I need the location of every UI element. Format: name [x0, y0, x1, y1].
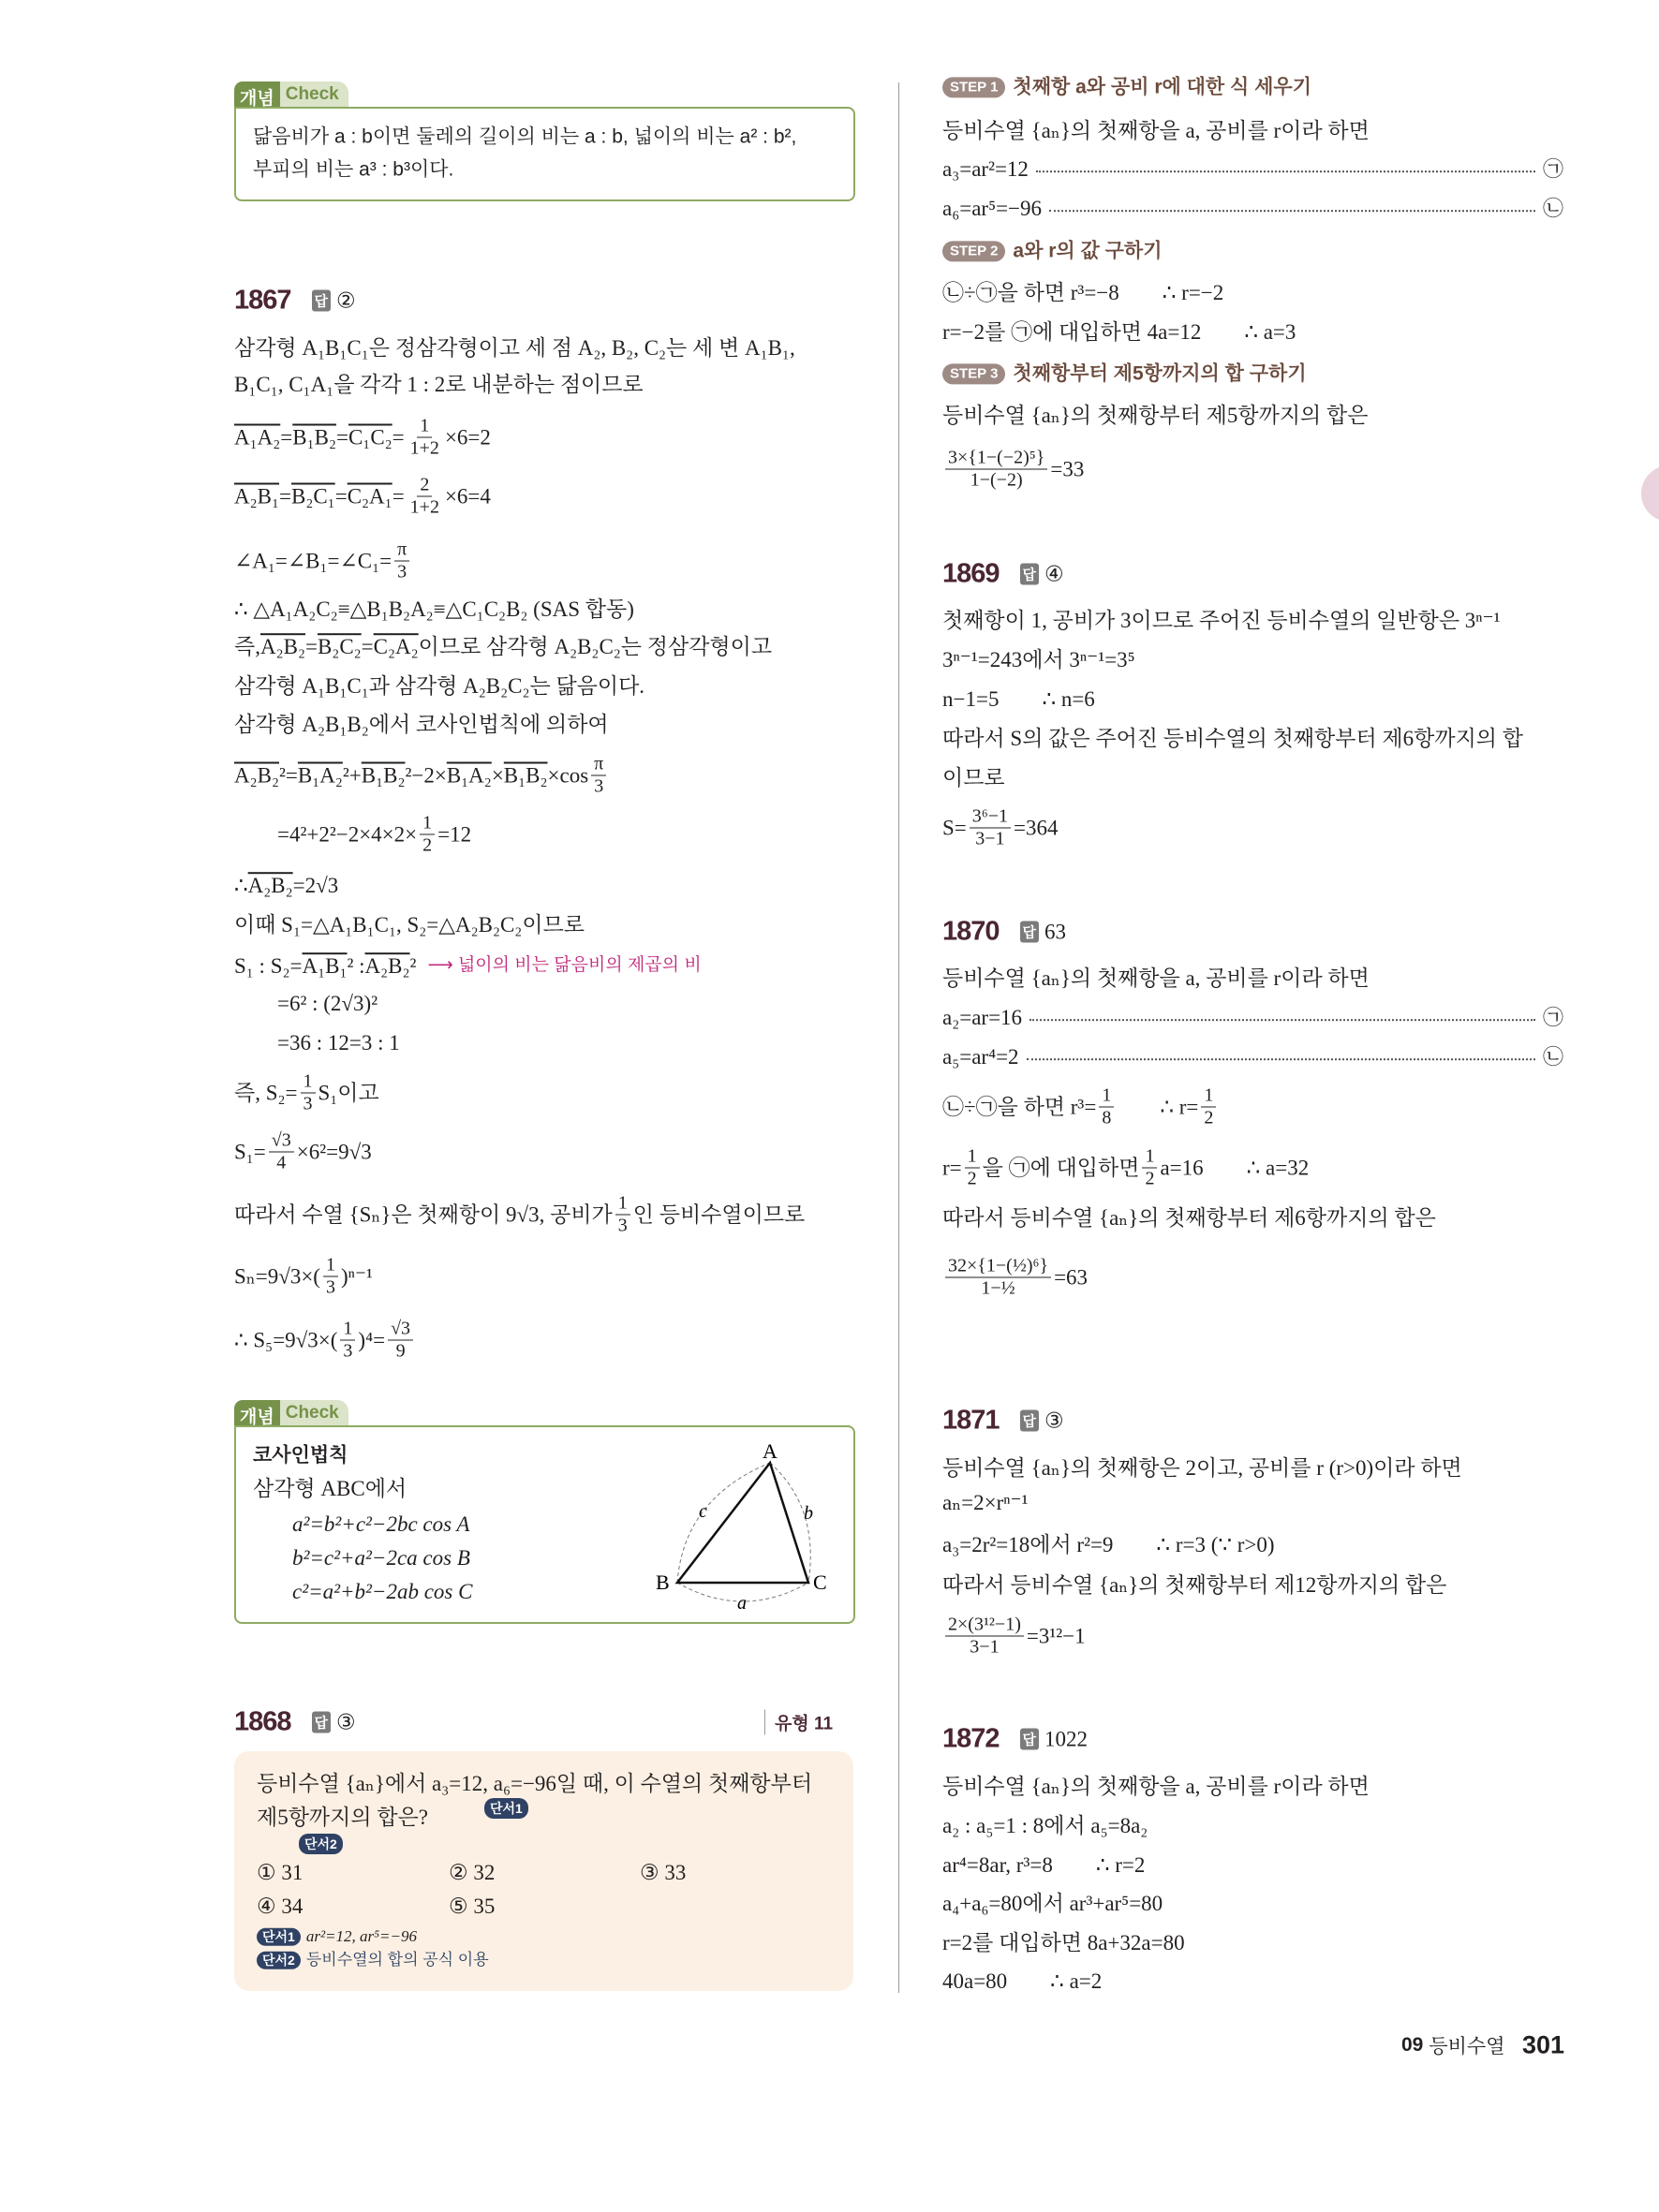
problem-number: 1871	[942, 1405, 1000, 1436]
text-segment: 등비수열 {aₙ}의 첫째항을 a, 공비를 r이라 하면	[942, 1775, 1370, 1799]
text-segment: 따라서 S의 값은 주어진 등비수열의 첫째항부터 제6항까지의 합	[942, 727, 1523, 751]
hint-1	[257, 1927, 417, 1946]
denominator: 3	[325, 1276, 335, 1298]
fraction	[1201, 1085, 1216, 1129]
type-label: 유형 11	[764, 1710, 833, 1735]
solution-line	[942, 1146, 1309, 1190]
text-segment: B₁C₁, C₁A₁을 각각 1 : 2로 내분하는 점이므로	[234, 373, 644, 397]
text-segment: 따라서 등비수열 {aₙ}의 첫째항부터 제6항까지의 합은	[942, 1206, 1436, 1231]
text-segment: 삼각형 A₁B₁C₁과 삼각형 A₂B₂C₂는 닮음이다.	[234, 674, 645, 699]
solution-line	[234, 912, 585, 938]
text-segment: 삼각형 A₁B₁C₁은 정삼각형이고 세 점 A₂, B₂, C₂는 세 변 A₁B₁,	[234, 336, 795, 361]
hint-2	[257, 1951, 489, 1969]
text-segment: S=	[942, 816, 967, 840]
solution-line	[234, 1255, 373, 1299]
text-segment: =4²+2²−2×4×2×	[234, 822, 418, 847]
denominator: 1−(−2)	[970, 469, 1023, 491]
answer-value: ②	[336, 288, 356, 312]
text-segment: =	[279, 484, 291, 509]
solution-line	[942, 1852, 1145, 1879]
solution-line	[234, 1071, 379, 1115]
check-text: 닮음비가 a : b이면 둘레의 길이의 비는 a : b, 넓이의 비는 a² : b²,	[253, 125, 797, 148]
text-segment: a₅=ar⁴=2	[942, 1045, 1019, 1069]
problem-text: 제5항까지의 합은?	[257, 1806, 428, 1830]
step-text: a와 r의 값 구하기	[1013, 240, 1163, 262]
solution-line	[942, 1085, 1219, 1129]
solution-line	[942, 1256, 1088, 1300]
triangle	[677, 1463, 808, 1583]
answer-icon: 답	[1020, 922, 1040, 943]
text-segment: 첫째항이 1, 공비가 3이므로 주어진 등비수열의 일반항은 3ⁿ⁻¹	[942, 609, 1501, 633]
segment-overline: C₁C₂	[348, 425, 393, 450]
solution-line	[942, 686, 1095, 713]
hint-text: 등비수열의 합의 공식 이용	[305, 1950, 489, 1969]
text-segment: ²	[409, 954, 417, 979]
column-divider	[898, 82, 899, 1993]
solution-line	[942, 118, 1370, 144]
solution-line	[942, 726, 1523, 752]
dotted-leader	[1049, 210, 1535, 212]
concept-check-box	[234, 107, 855, 201]
text-segment: 즉,	[234, 635, 260, 659]
concept-check-tab	[234, 81, 348, 107]
numerator: 1	[301, 1071, 316, 1094]
segment-overline: A₂B₂	[259, 635, 305, 659]
denominator: 4	[276, 1152, 287, 1173]
triangle-figure	[646, 1442, 843, 1615]
text-segment: r=−2를 ㉠에 대입하면 4a=12 ∴ a=3	[942, 320, 1296, 345]
fraction	[394, 539, 409, 583]
solution-line	[942, 1455, 1462, 1482]
denominator: 2	[967, 1168, 977, 1189]
answer-icon: 답	[312, 290, 332, 312]
text-segment: ×6=2	[444, 425, 491, 450]
segment-overline: B₁B₂	[292, 425, 336, 450]
numerator: 32×{1−(½)⁶}	[945, 1256, 1051, 1278]
text-segment: 등비수열 {aₙ}의 첫째항은 2이고, 공비를 r (r>0)이라 하면	[942, 1456, 1462, 1481]
text-segment: =	[361, 635, 374, 659]
text-segment: 이므로	[942, 766, 1005, 790]
text-segment: =	[392, 425, 405, 450]
text-segment: n−1=5 ∴ n=6	[942, 687, 1095, 712]
fraction	[388, 1319, 413, 1363]
denominator: 1+2	[409, 437, 439, 459]
check-text: 부피의 비는 a³ : b³이다.	[253, 158, 454, 181]
label-C: C	[813, 1571, 827, 1594]
solution-line	[942, 1572, 1446, 1599]
answer-value: ③	[1044, 1408, 1064, 1432]
fraction	[301, 1071, 316, 1115]
numerator: 3⁶−1	[970, 806, 1011, 829]
denominator: 3	[397, 561, 407, 582]
fraction	[407, 475, 442, 519]
hint-badge: 단서1	[257, 1928, 301, 1946]
solution-line	[234, 673, 644, 700]
denominator: 2	[422, 834, 433, 856]
annotation-note: ⟶ 넓이의 비는 닮음비의 제곱의 비	[427, 955, 702, 976]
choice-4[interactable]: ④ 34	[257, 1895, 304, 1919]
segment-overline: B₂C₂	[317, 635, 362, 659]
solution-line	[942, 1774, 1370, 1800]
label-A: A	[763, 1442, 778, 1463]
segment-overline: A₂B₂	[234, 763, 279, 788]
fraction	[407, 416, 442, 460]
denominator: 3	[594, 775, 604, 797]
chapter-title: 등비수열	[1429, 2036, 1505, 2057]
step-heading	[942, 75, 1311, 98]
text-segment: =33	[1050, 457, 1085, 481]
solution-line	[942, 647, 1135, 673]
text-segment: r=	[942, 1156, 962, 1180]
text-segment: a₃=2r²=18에서 r²=9 ∴ r=3 (∵ r>0)	[942, 1533, 1275, 1557]
text-segment: 인 등비수열이므로	[632, 1202, 806, 1227]
numerator: 2×(3¹²−1)	[945, 1615, 1024, 1637]
clue1-badge: 단서1	[484, 1798, 528, 1819]
numerator: π	[394, 539, 409, 562]
segment-overline: C₂A₁	[347, 484, 393, 509]
check-label: Check	[280, 1400, 348, 1425]
text-segment: ∠A₁=∠B₁=∠C₁=	[234, 549, 393, 573]
segment-overline: C₂A₂	[373, 635, 419, 659]
solution-line	[234, 1030, 400, 1056]
formula: b²=c²+a²−2ca cos B	[292, 1546, 470, 1571]
text-segment: ×cos	[547, 763, 589, 788]
solution-line	[234, 475, 491, 519]
chapter-number: 09	[1401, 2034, 1424, 2056]
solution-line	[942, 280, 1223, 306]
text-segment: 등비수열 {aₙ}의 첫째항을 a, 공비를 r이라 하면	[942, 966, 1370, 991]
solution-line	[234, 539, 412, 583]
solution-line	[234, 991, 378, 1017]
solution-line	[234, 416, 491, 460]
text-segment: 따라서 등비수열 {aₙ}의 첫째항부터 제12항까지의 합은	[942, 1573, 1447, 1598]
choice-5[interactable]: ⑤ 35	[449, 1895, 496, 1919]
text-segment: ar⁴=8ar, r³=8 ∴ r=2	[942, 1853, 1146, 1878]
step-text: 첫째항부터 제5항까지의 합 구하기	[1013, 362, 1307, 385]
label-b: b	[804, 1503, 813, 1524]
solution-line	[942, 1005, 1563, 1031]
equation-tag: ㉡	[1542, 196, 1563, 220]
fraction	[420, 813, 435, 857]
numerator: 3×{1−(−2)⁵}	[945, 448, 1047, 470]
fraction	[615, 1193, 630, 1237]
solution-line	[942, 1891, 1163, 1917]
numerator: 1	[323, 1255, 338, 1277]
segment-overline: A₂B₂	[364, 954, 410, 979]
equation-tag: ㉡	[1542, 1044, 1563, 1069]
numerator: π	[591, 754, 606, 776]
concept-check-tab	[234, 1400, 348, 1425]
denominator: 2	[1145, 1168, 1155, 1189]
solution-line	[942, 608, 1501, 634]
choice-2[interactable]: ② 32	[449, 1861, 496, 1885]
numerator: 1	[965, 1146, 980, 1169]
page-number: 301	[1522, 2030, 1565, 2059]
problem-number: 1867	[234, 285, 291, 316]
step-heading	[942, 361, 1307, 385]
text-segment: =	[392, 484, 405, 509]
choice-1[interactable]: ① 31	[257, 1861, 304, 1885]
solution-line	[942, 1969, 1102, 1995]
text-segment: ∴ S₅=9√3×(	[234, 1328, 338, 1352]
solution-line	[942, 448, 1084, 492]
text-segment: 삼각형 A₂B₁B₂에서 코사인법칙에 의하여	[234, 713, 609, 737]
label-B: B	[656, 1571, 670, 1594]
fraction	[1099, 1085, 1114, 1129]
text-segment: a₃=ar²=12	[942, 157, 1029, 182]
text-segment: 따라서 수열 {Sₙ}은 첫째항이 9√3, 공비가	[234, 1202, 613, 1227]
step-heading	[942, 239, 1163, 262]
answer-icon: 답	[312, 1712, 332, 1733]
text-segment: =	[334, 484, 348, 509]
check-label: Check	[280, 81, 348, 107]
denominator: 3	[303, 1093, 313, 1114]
numerator: 1	[1201, 1085, 1216, 1108]
numerator: 1	[1142, 1146, 1157, 1169]
choice-3[interactable]: ③ 33	[640, 1861, 687, 1885]
text-segment: 40a=80 ∴ a=2	[942, 1969, 1103, 1994]
text-segment: 이때 S₁=△A₁B₁C₁, S₂=△A₂B₂C₂이므로	[234, 913, 585, 937]
fraction	[323, 1255, 338, 1299]
problem-number: 1870	[942, 916, 1000, 947]
problem-header-1868	[234, 1707, 356, 1738]
denominator: 3	[617, 1215, 628, 1236]
formula: a²=b²+c²−2bc cos A	[292, 1512, 470, 1537]
denominator: 1−½	[981, 1277, 1015, 1299]
step-text: 첫째항 a와 공비 r에 대한 식 세우기	[1013, 76, 1311, 98]
segment-overline: A₁A₂	[234, 425, 281, 450]
answer-value: ③	[336, 1710, 356, 1733]
hint-badge: 단서2	[257, 1952, 301, 1969]
fraction	[945, 448, 1047, 492]
text-segment: =	[335, 425, 348, 450]
solution-line	[942, 156, 1563, 183]
answer-icon: 답	[1020, 1729, 1040, 1750]
problem-text: 등비수열 {aₙ}에서 a₃=12, a₆=−96일 때, 이 수열의 첫째항부터	[257, 1772, 813, 1796]
fraction	[945, 1256, 1051, 1300]
solution-line	[942, 1205, 1436, 1231]
text-segment: 등비수열 {aₙ}의 첫째항을 a, 공비를 r이라 하면	[942, 119, 1370, 143]
step-badge: STEP 1	[942, 77, 1005, 97]
footer-chapter	[1401, 2031, 1505, 2059]
solution-line	[234, 372, 644, 398]
solution-line	[234, 634, 772, 660]
segment-overline: B₂C₁	[290, 484, 335, 509]
text-segment: 을 ㉠에 대입하면	[982, 1156, 1140, 1180]
text-segment: ²+	[342, 763, 362, 788]
text-segment: 등비수열 {aₙ}의 첫째항부터 제5항까지의 합은	[942, 404, 1369, 428]
answer-value: 63	[1044, 920, 1067, 943]
chapter-side-tab	[1641, 465, 1659, 522]
solution-line	[942, 1615, 1086, 1659]
equation-tag: ㉠	[1542, 156, 1563, 181]
dotted-leader	[1036, 170, 1535, 172]
check-title: 코사인법칙	[253, 1444, 348, 1467]
text-segment: a=16 ∴ a=32	[1160, 1156, 1310, 1180]
text-segment: ×	[491, 763, 504, 788]
clue2-badge: 단서2	[299, 1834, 343, 1854]
answer-icon: 답	[1020, 564, 1040, 585]
text-segment: ×6=4	[444, 484, 491, 509]
denominator: 8	[1102, 1107, 1112, 1128]
solution-line	[234, 813, 471, 857]
numerator: 1	[420, 813, 435, 835]
solution-line	[234, 597, 634, 623]
solution-line	[942, 403, 1368, 429]
text-segment: =36 : 12=3 : 1	[234, 1031, 400, 1055]
fraction	[340, 1319, 355, 1363]
solution-line	[234, 1319, 416, 1363]
text-segment: S₁ : S₂=	[234, 954, 303, 979]
equation-tag: ㉠	[1542, 1005, 1563, 1029]
text-segment: r=2를 대입하면 8a+32a=80	[942, 1931, 1185, 1955]
solution-line	[942, 806, 1059, 850]
concept-label: 개념	[234, 81, 280, 107]
solution-line	[942, 319, 1296, 346]
numerator: √3	[388, 1319, 413, 1341]
segment-overline: A₁B₁	[302, 954, 348, 979]
text-segment: a₄+a₆=80에서 ar³+ar⁵=80	[942, 1892, 1163, 1916]
segment-overline: B₁A₂	[446, 763, 492, 788]
problem-number: 1872	[942, 1723, 1000, 1754]
text-segment: ∴ △A₁A₂C₂≡△B₁B₂A₂≡△C₁C₂B₂ (SAS 합동)	[234, 597, 634, 622]
text-segment: )ⁿ⁻¹	[340, 1264, 373, 1289]
text-segment: ㉡÷㉠을 하면 r³=	[942, 1095, 1097, 1119]
solution-line	[942, 1490, 1029, 1516]
solution-line	[942, 1930, 1185, 1956]
formula: c²=a²+b²−2ab cos C	[292, 1580, 473, 1604]
solution-line	[942, 966, 1370, 992]
text-segment: ² :	[347, 954, 365, 979]
text-segment: ²−2×	[405, 763, 447, 788]
numerator: √3	[269, 1130, 294, 1153]
problem-header-1872	[942, 1724, 1088, 1755]
text-segment: Sₙ=9√3×(	[234, 1264, 320, 1289]
denominator: 2	[1204, 1107, 1214, 1128]
text-segment: aₙ=2×rⁿ⁻¹	[942, 1491, 1029, 1515]
text-segment: ×6²=9√3	[296, 1140, 372, 1164]
step-badge: STEP 2	[942, 241, 1005, 261]
segment-overline: B₁B₂	[361, 763, 406, 788]
text-segment: =	[280, 425, 293, 450]
fraction	[945, 1615, 1024, 1659]
numerator: 1	[1099, 1085, 1114, 1108]
text-segment: a₂=ar=16	[942, 1006, 1023, 1030]
solution-line	[234, 1130, 372, 1174]
text-segment: =2√3	[292, 874, 339, 898]
text-segment: =6² : (2√3)²	[234, 992, 378, 1016]
label-c: c	[699, 1501, 707, 1522]
answer-value: ④	[1044, 562, 1064, 585]
solution-line	[942, 1532, 1275, 1558]
solution-line	[234, 335, 795, 361]
text-segment: 이므로 삼각형 A₂B₂C₂는 정삼각형이고	[418, 635, 773, 659]
numerator: 2	[417, 475, 432, 497]
text-segment: =63	[1054, 1265, 1089, 1290]
answer-icon: 답	[1020, 1410, 1040, 1432]
check-intro: 삼각형 ABC에서	[253, 1477, 407, 1501]
fraction	[591, 754, 606, 798]
text-segment: ∴	[234, 874, 248, 898]
text-segment: )⁴=	[358, 1328, 386, 1352]
segment-overline: B₁A₂	[297, 763, 343, 788]
problem-header-1870	[942, 917, 1066, 948]
denominator: 1+2	[409, 496, 439, 518]
numerator: 1	[340, 1319, 355, 1341]
solution-line	[942, 765, 1005, 791]
segment-overline: A₂B₂	[247, 874, 293, 898]
text-segment: =3¹²−1	[1026, 1624, 1086, 1648]
text-segment: 3ⁿ⁻¹=243에서 3ⁿ⁻¹=3⁵	[942, 648, 1135, 672]
denominator: 3−1	[970, 1636, 1000, 1658]
dotted-leader	[1029, 1019, 1535, 1021]
text-segment: a₆=ar⁵=−96	[942, 197, 1043, 221]
text-segment: =	[304, 635, 318, 659]
fraction	[965, 1146, 980, 1190]
dotted-leader	[1027, 1058, 1535, 1060]
solution-line	[942, 196, 1563, 222]
numerator: 1	[417, 416, 432, 438]
numerator: 1	[615, 1193, 630, 1216]
text-segment: =364	[1014, 816, 1059, 840]
fraction	[970, 806, 1011, 850]
text-segment: ²=	[279, 763, 298, 788]
problem-header-1871	[942, 1406, 1064, 1437]
problem-header-1869	[942, 559, 1064, 590]
step-badge: STEP 3	[942, 363, 1005, 384]
text-segment: ㉡÷㉠을 하면 r³=−8 ∴ r=−2	[942, 281, 1224, 305]
solution-line	[234, 1193, 805, 1237]
problem-header-1867	[234, 286, 356, 317]
problem-number: 1869	[942, 558, 1000, 589]
denominator: 9	[395, 1340, 406, 1362]
label-a: a	[737, 1593, 747, 1614]
answer-value: 1022	[1044, 1727, 1089, 1750]
hint-text: ar²=12, ar⁵=−96	[305, 1926, 417, 1945]
solution-line	[234, 953, 702, 980]
problem-number: 1868	[234, 1706, 291, 1737]
denominator: 3−1	[975, 828, 1005, 849]
text-segment: a₂ : a₅=1 : 8에서 a₅=8a₂	[942, 1814, 1148, 1838]
denominator: 3	[343, 1340, 353, 1362]
text-segment: =12	[437, 822, 472, 847]
fraction	[269, 1130, 294, 1174]
fraction	[1142, 1146, 1157, 1190]
segment-overline: B₁B₂	[503, 763, 548, 788]
solution-line	[234, 712, 609, 738]
solution-line	[234, 873, 338, 899]
text-segment: 즉, S₂=	[234, 1081, 298, 1105]
text-segment: ∴ r=	[1117, 1095, 1199, 1119]
segment-overline: A₂B₁	[234, 484, 279, 509]
solution-line	[942, 1813, 1148, 1839]
solution-line	[942, 1044, 1563, 1070]
concept-label: 개념	[234, 1400, 280, 1425]
text-segment: S₁이고	[318, 1081, 379, 1105]
text-segment: S₁=	[234, 1140, 266, 1164]
solution-line	[234, 754, 609, 798]
